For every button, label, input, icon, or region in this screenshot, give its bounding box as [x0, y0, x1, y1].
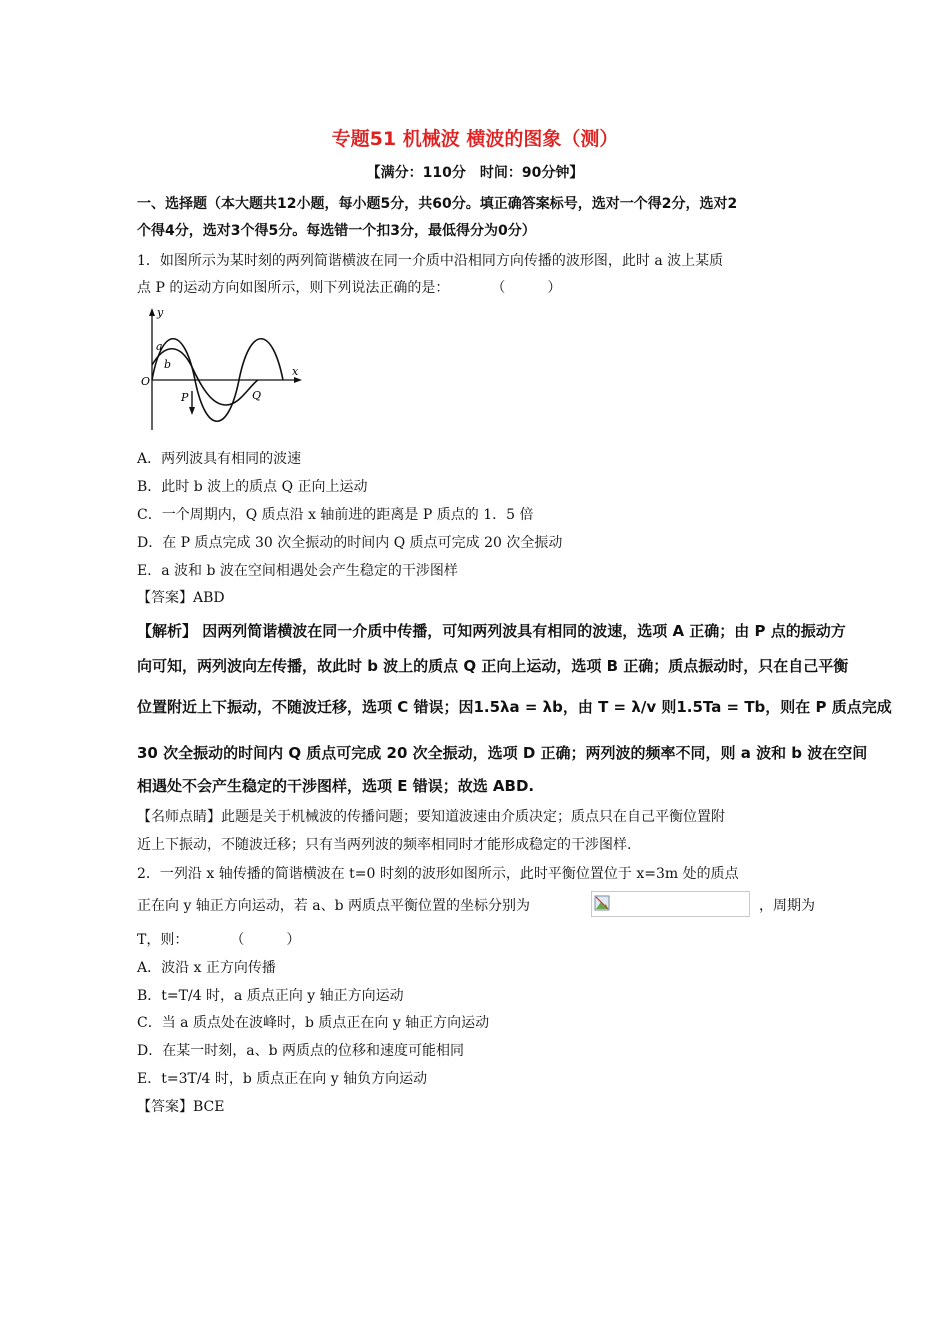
q1-option-e: E．a 波和 b 波在空间相遇处会产生稳定的干涉图样: [137, 563, 458, 579]
q1-option-a: A．两列波具有相同的波速: [137, 451, 302, 467]
q1-stem-line1: 1．如图所示为某时刻的两列简谐横波在同一介质中沿相同方向传播的波形图，此时 a 波上某质: [137, 253, 724, 269]
q1-analysis-line3: 位置附近上下振动，不随波迁移，选项 C 错误；因1.5λa = λb，由 T = λ/v 则1.5Ta = Tb，则在 P 质点完成: [137, 698, 892, 716]
q1-option-b: B．此时 b 波上的质点 Q 正向上运动: [137, 479, 368, 495]
q1-analysis-line5: 相遇处不会产生稳定的干涉图样，选项 E 错误；故选 ABD.: [137, 777, 535, 795]
q2-stem-line3: T，则： （ ）: [137, 932, 301, 948]
section-heading-line1: 一、选择题（本大题共12小题，每小题5分，共60分。填正确答案标号，选对一个得2分，选对2: [137, 196, 738, 212]
p-arrow-head: [189, 407, 195, 415]
q2-answer: 【答案】BCE: [137, 1099, 225, 1115]
q1-analysis-line1: 【解析】 因两列简谐横波在同一介质中传播，可知两列波具有相同的波速，选项 A 正确；由 P 点的振动方: [137, 622, 846, 640]
label-a: a: [156, 340, 163, 353]
broken-image-placeholder: [591, 891, 750, 917]
q1-analysis-line2: 向可知，两列波向左传播，故此时 b 波上的质点 Q 正向上运动，选项 B 正确；质点振动时，只在自己平衡: [137, 657, 849, 675]
q2-stem-line2b: ，周期为: [759, 898, 815, 914]
y-axis-arrow: [149, 308, 155, 316]
q2-option-a: A．波沿 x 正方向传播: [137, 960, 276, 976]
page-title: 专题51 机械波 横波的图象（测）: [331, 128, 619, 150]
q1-note-line1: 【名师点睛】此题是关于机械波的传播问题；要知道波速由介质决定；质点只在自己平衡位置附: [137, 809, 725, 825]
q2-option-c: C．当 a 质点处在波峰时，b 质点正在向 y 轴正方向运动: [137, 1015, 490, 1031]
wave-figure: [140, 305, 305, 435]
label-q: Q: [252, 389, 262, 402]
section-heading-line2: 个得4分，选对3个得5分。每选错一个扣3分，最低得分为0分）: [137, 223, 536, 239]
q1-option-c: C．一个周期内，Q 质点沿 x 轴前进的距离是 P 质点的 1．5 倍: [137, 507, 534, 523]
label-p: P: [181, 391, 189, 404]
x-label: x: [292, 365, 299, 378]
q1-stem-line2: 点 P 的运动方向如图所示，则下列说法正确的是： （ ）: [137, 280, 562, 296]
q2-option-e: E．t=3T/4 时，b 质点正在向 y 轴负方向运动: [137, 1071, 428, 1087]
origin-label: O: [141, 375, 151, 388]
q1-option-d: D．在 P 质点完成 30 次全振动的时间内 Q 质点可完成 20 次全振动: [137, 535, 563, 551]
q2-option-b: B．t=T/4 时，a 质点正向 y 轴正方向运动: [137, 988, 404, 1004]
q1-answer: 【答案】ABD: [137, 590, 225, 606]
q2-stem-line1: 2．一列沿 x 轴传播的简谐横波在 t=0 时刻的波形如图所示，此时平衡位置位于 x=3m 处的质点: [137, 866, 739, 882]
q2-stem-line2a: 正在向 y 轴正方向运动，若 a、b 两质点平衡位置的坐标分别为: [137, 898, 531, 914]
broken-image-icon: [594, 895, 610, 911]
score-time-info: 【满分：110分 时间：90分钟】: [366, 165, 584, 181]
q1-note-line2: 近上下振动，不随波迁移；只有当两列波的频率相同时才能形成稳定的干涉图样.: [137, 837, 632, 853]
y-label: y: [157, 306, 164, 319]
q1-analysis-line4: 30 次全振动的时间内 Q 质点可完成 20 次全振动，选项 D 正确；两列波的频率不同，则 a 波和 b 波在空间: [137, 744, 868, 762]
label-b: b: [164, 358, 172, 371]
q2-option-d: D．在某一时刻，a、b 两质点的位移和速度可能相同: [137, 1043, 464, 1059]
